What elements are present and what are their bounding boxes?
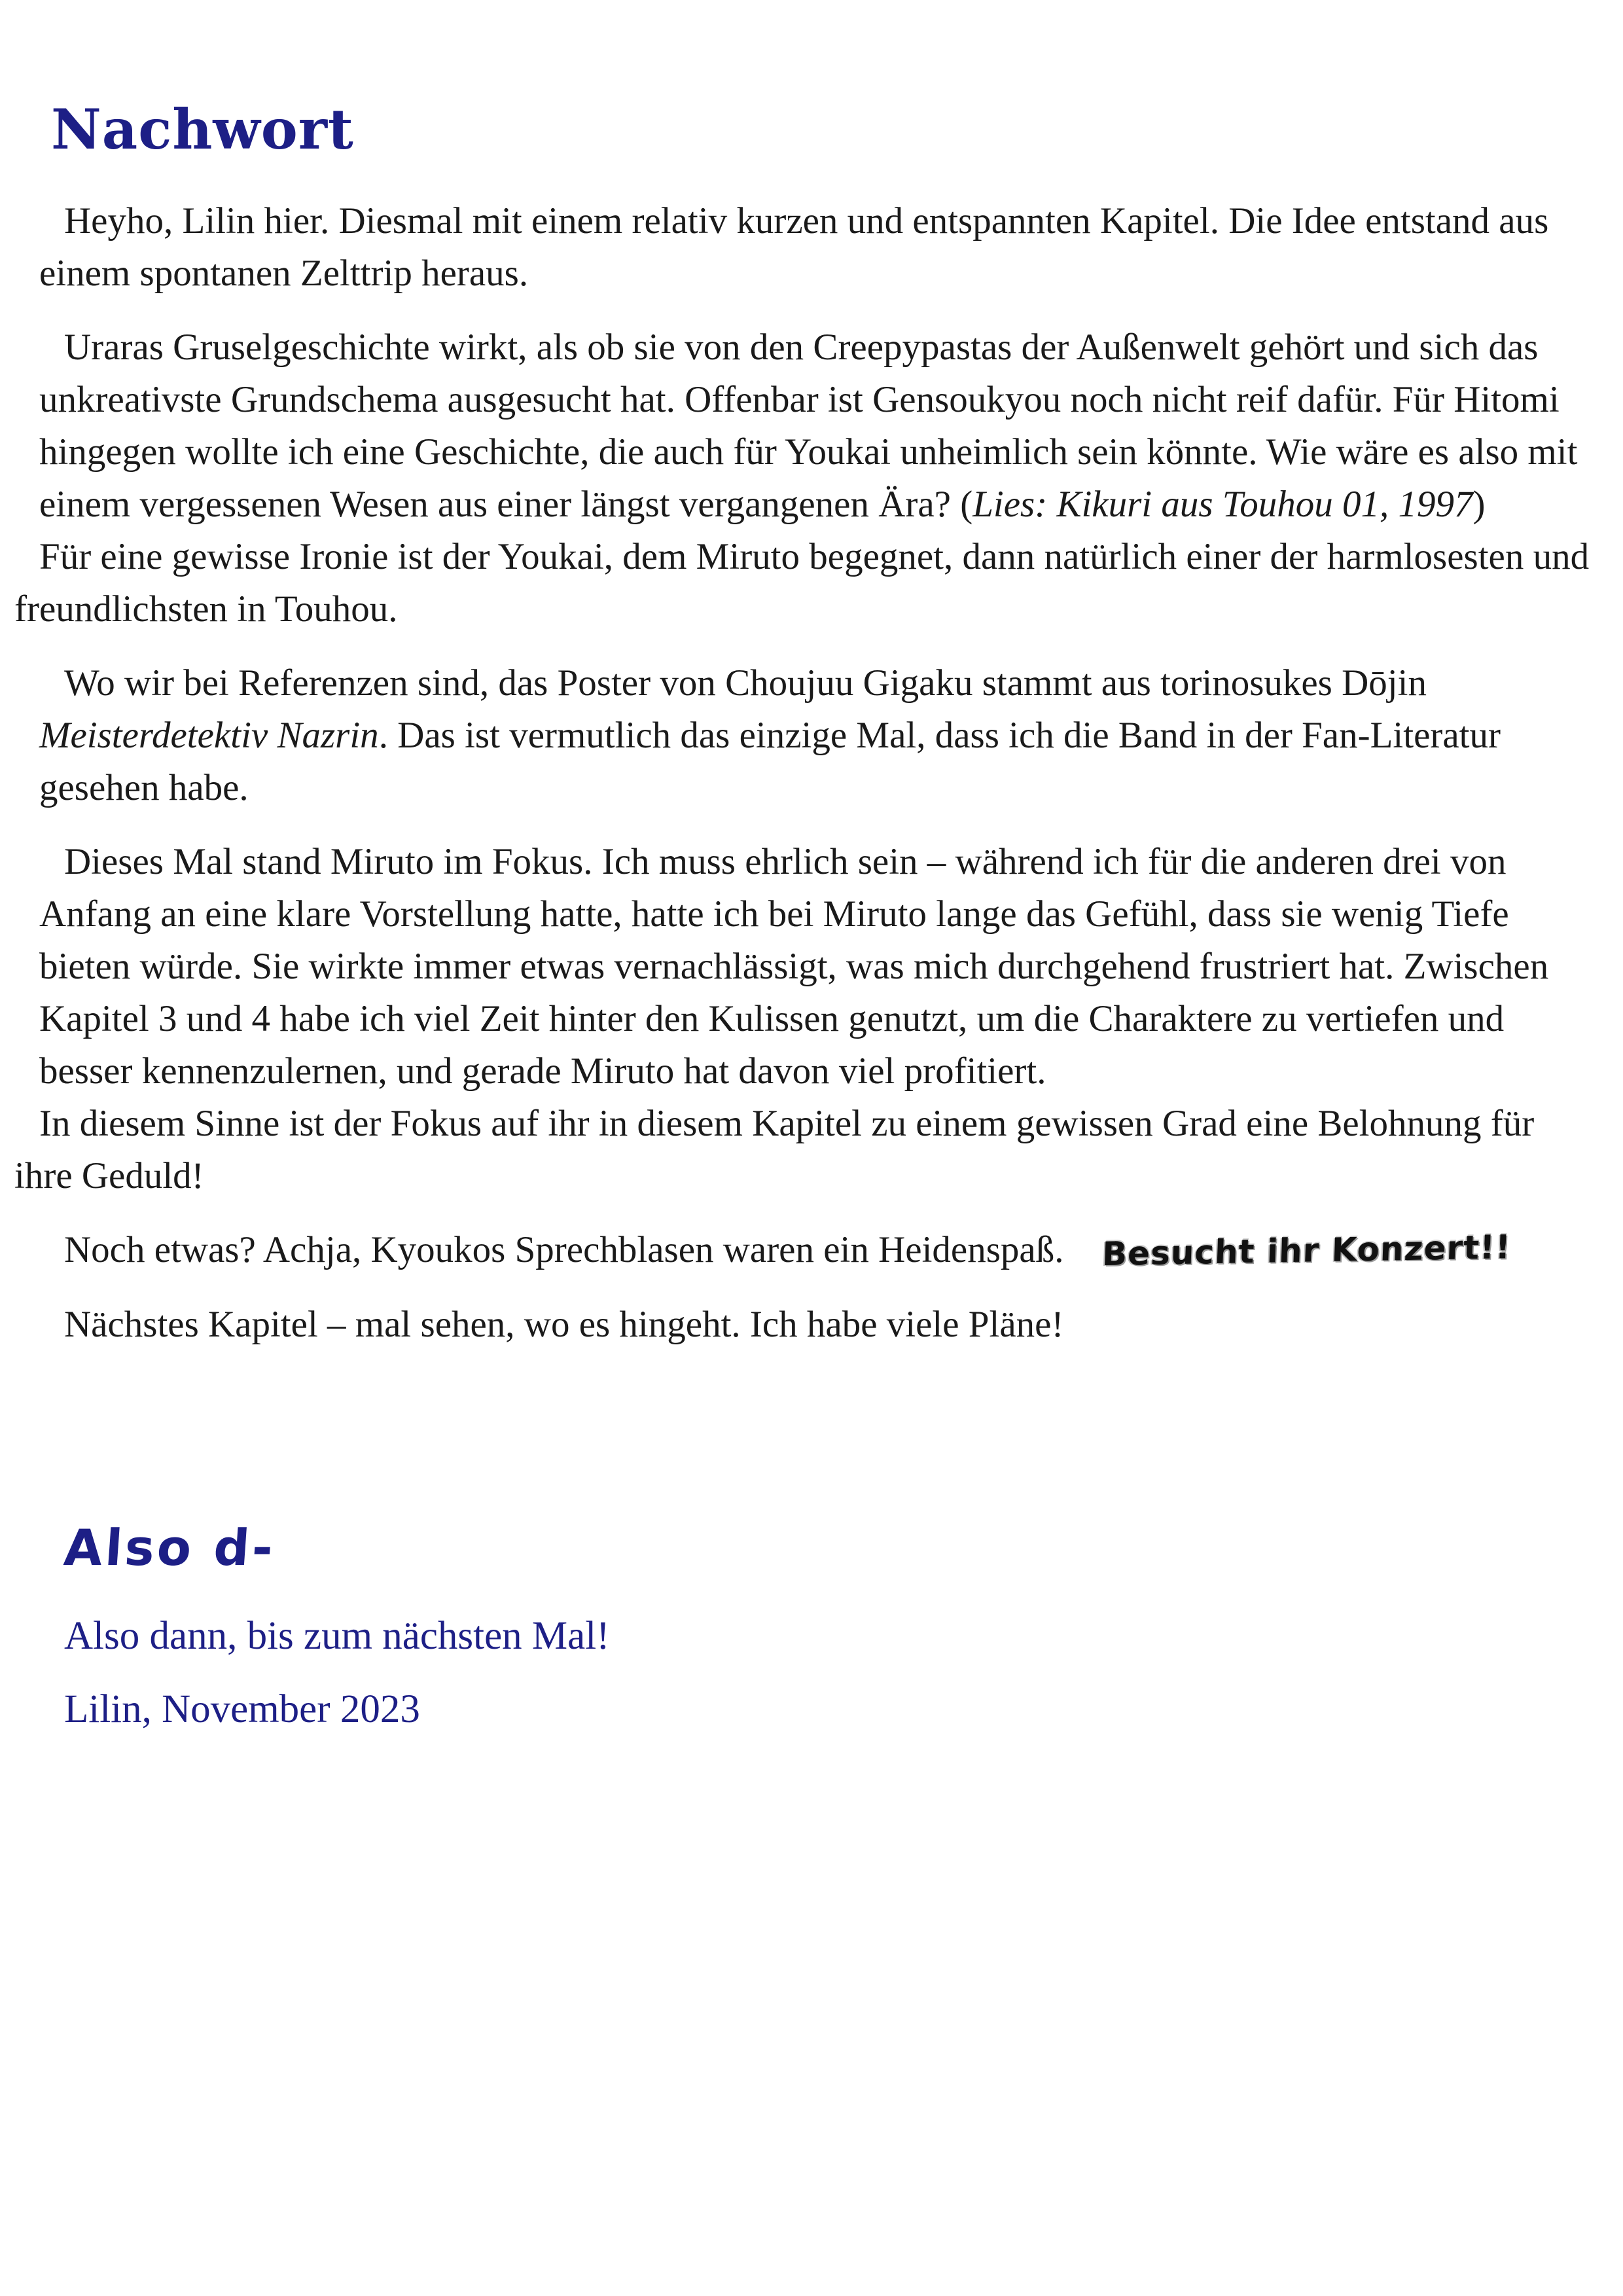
shout-text: Besucht ihr Konzert!! — [1101, 1228, 1512, 1274]
handwritten-subheading: Also d- — [62, 1518, 277, 1577]
paragraph-6 — [39, 1299, 1597, 1351]
paragraph-text: Wo wir bei Referenzen sind, das Poster von Choujuu Gigaku stammt aus torinosukes Dōjin — [64, 662, 1427, 704]
paragraph-4 — [14, 836, 1597, 1202]
paragraph-text: . Das ist vermutlich das einzige Mal, dass ich die Band in der Fan-Literatur gesehen habe. — [39, 715, 1501, 808]
signature-line: Lilin, November 2023 — [64, 1687, 420, 1731]
paragraph-line — [14, 531, 1597, 636]
paragraph-line — [39, 1224, 1597, 1277]
book-title: Meisterdetektiv Nazrin — [39, 715, 379, 756]
paragraph-2 — [14, 321, 1597, 636]
paragraph-text: Heyho, Lilin hier. Diesmal mit einem relativ kurzen und entspannten Kapitel. Die Idee entstand aus einem spontanen Zelttrip heraus. — [39, 200, 1549, 294]
paragraph-line — [39, 657, 1597, 814]
paragraph-text: Uraras Gruselgeschichte wirkt, als ob sie von den Creepypastas der Außenwelt gehört und sich das unkreativste Grundschema ausgesucht hat. Offenbar ist Gensoukyou noch nicht reif dafür. Für Hitomi hingegen wollte ich eine Geschichte, die auch für Youkai unheimlich sein könnte. Wie wäre es also mit einem vergessenen Wesen aus einer längst vergangenen Ära? ( — [39, 327, 1578, 525]
farewell-line: Also dann, bis zum nächsten Mal! — [64, 1614, 610, 1658]
paragraph-text: In diesem Sinne ist der Fokus auf ihr in diesem Kapitel zu einem gewissen Grad eine Belohnung für ihre Geduld! — [14, 1103, 1535, 1196]
page-title: Nachwort — [51, 97, 354, 162]
paragraph-text: Nächstes Kapitel – mal sehen, wo es hingeht. Ich habe viele Pläne! — [64, 1304, 1064, 1345]
paragraph-text: Dieses Mal stand Miruto im Fokus. Ich muss ehrlich sein – während ich für die anderen drei von Anfang an eine klare Vorstellung hatte, hatte ich bei Miruto lange das Gefühl, dass sie wenig Tiefe bieten würde. Sie wirkte immer etwas vernachlässigt, was mich durchgehend frustriert hat. Zwischen Kapitel 3 und 4 habe ich viel Zeit hinter den Kulissen genutzt, um die Charaktere zu vertiefen und besser kennenzulernen, und gerade Miruto hat davon viel profitiert. — [39, 841, 1549, 1092]
paragraph-line — [39, 836, 1597, 1098]
paragraph-text: ) — [1472, 484, 1486, 525]
reference-note: Lies: Kikuri aus Touhou 01, 1997 — [972, 484, 1473, 525]
paragraph-1 — [39, 195, 1597, 300]
paragraph-line — [39, 1299, 1597, 1351]
paragraph-5 — [39, 1224, 1597, 1277]
body-text — [14, 195, 1597, 1372]
paragraph-text: Noch etwas? Achja, Kyoukos Sprechblasen waren ein Heidenspaß. — [64, 1229, 1073, 1270]
paragraph-line — [39, 195, 1597, 300]
closing-block — [64, 1610, 610, 1757]
paragraph-line — [39, 321, 1597, 531]
paragraph-3 — [39, 657, 1597, 814]
paragraph-text: Für eine gewisse Ironie ist der Youkai, dem Miruto begegnet, dann natürlich einer der harmlosesten und freundlichsten in Touhou. — [14, 536, 1590, 630]
paragraph-line — [14, 1098, 1597, 1202]
